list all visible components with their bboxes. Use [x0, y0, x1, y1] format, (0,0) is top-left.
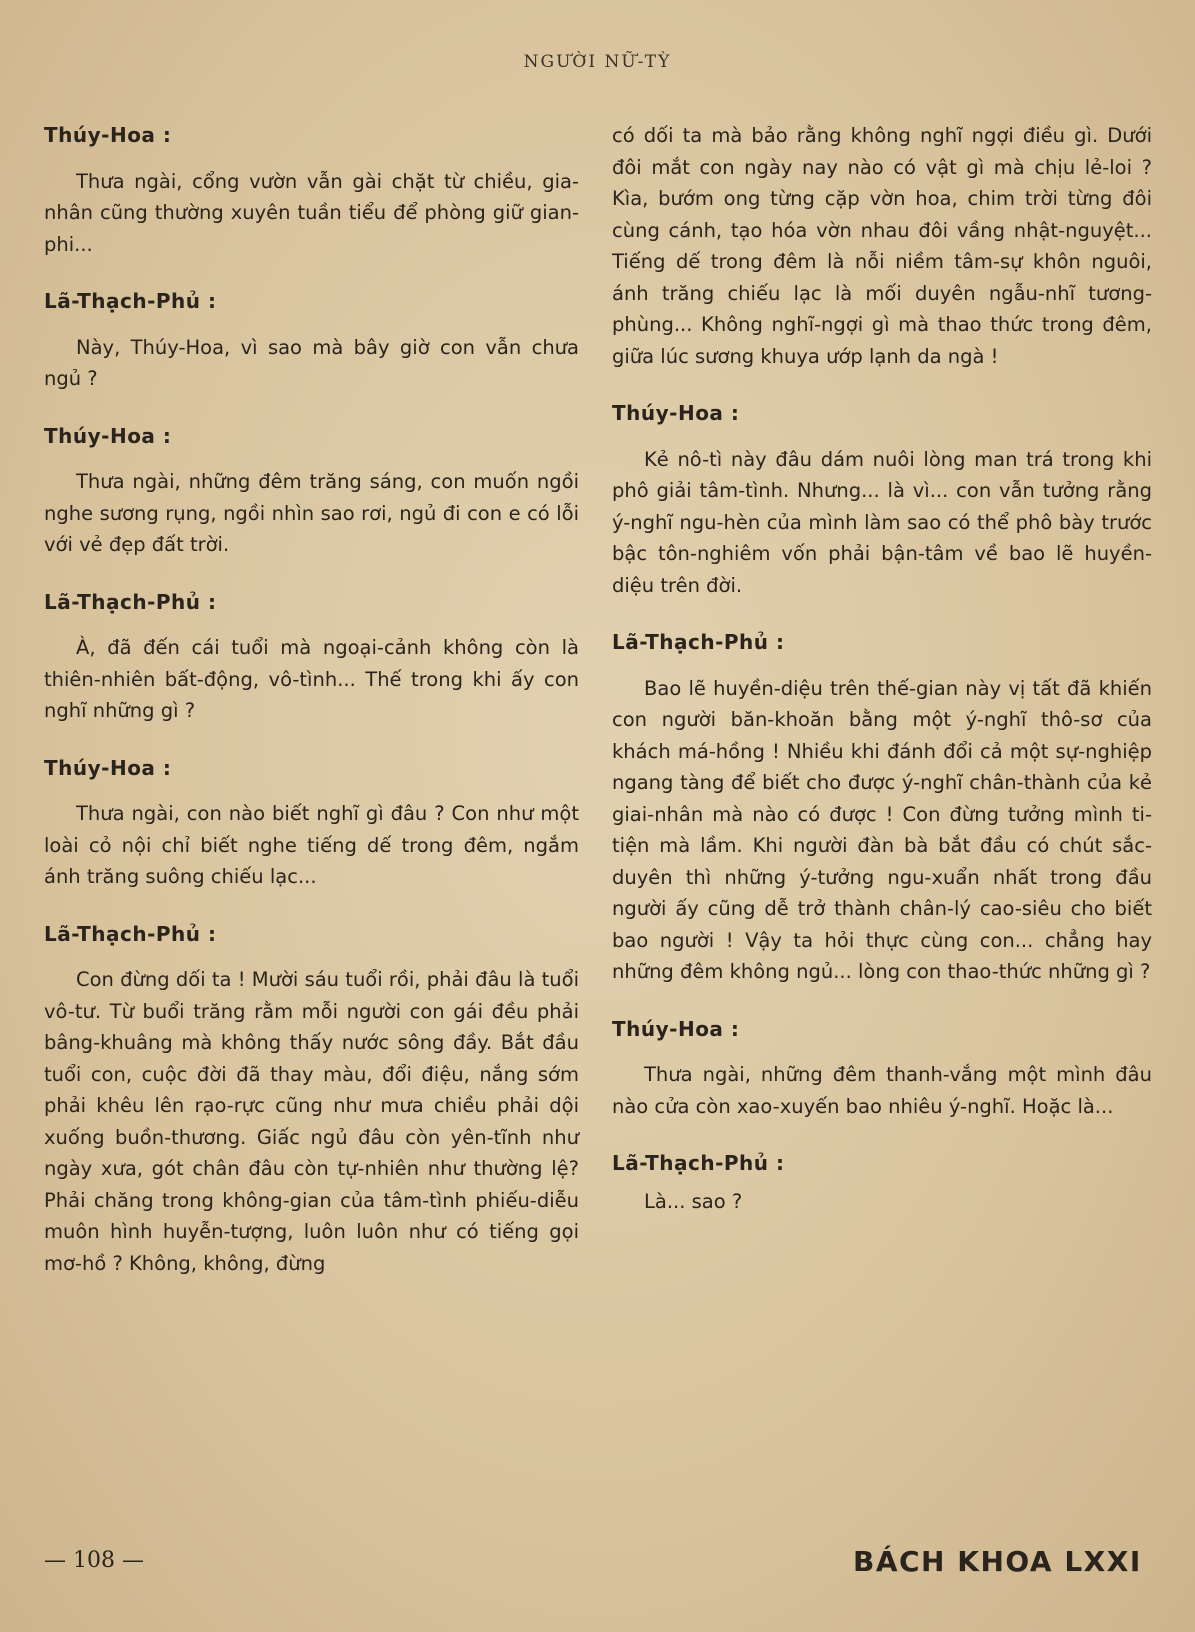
speaker-name: Thúy-Hoa : — [44, 423, 172, 448]
running-header: NGƯỜI NỮ-TỲ — [523, 52, 672, 72]
dialogue-text: Này, Thúy-Hoa, vì sao mà bây giờ con vẫn chưa ngủ ? — [44, 335, 579, 390]
speaker-name: Lã-Thạch-Phủ : — [612, 630, 785, 654]
dialogue-text: Con đừng dối ta ! Mười sáu tuổi rồi, phải đâu là tuổi vô-tư. Từ buổi trăng rằm mỗi người con gái đều phải bâng-khuâng mà không thấy nước sông đầy. Bắt đầu tuổi con, cuộc đời đã thay màu, đổi điệu, nắng sớm phải khêu lên rạo-rực cũng như mưa chiều phải dội xuống buồn-thương. Giấc ngủ đâu còn yên-tĩnh như ngày xưa, gót chân đâu còn tự-nhiên như thường lệ? Phải chăng trong không-gian của tâm-tình phiếu-diễu muôn hình huyễn-tượng, luôn luôn như có tiếng gọi mơ-hồ ? Không, không, đừng — [44, 968, 579, 1275]
dialogue-text: Là... sao ? — [644, 1189, 743, 1213]
dialogue-text: Thưa ngài, con nào biết nghĩ gì đâu ? Con như một loài cỏ nội chỉ biết nghe tiếng dế trong đêm, ngắm ánh trăng suông chiếu lạc... — [44, 802, 579, 888]
publication-name: BÁCH KHOA LXXI — [853, 1545, 1142, 1578]
dialogue-text: Bao lẽ huyền-diệu trên thế-gian này vị tất đã khiến con người băn-khoăn bằng một ý-nghĩ thô-sơ của khách má-hồng ! Nhiều khi đánh đổi cả một sự-nghiệp ngang tàng để biết cho được ý-nghĩ chân-thành của kẻ giai-nhân mà nào có được ! Con đừng tưởng mình ti-tiện mà lầm. Khi người đàn bà bắt đầu có chút sắc-duyên thì những ý-tưởng ngu-xuẩn nhất trong đầu người ấy cũng dễ trở thành chân-lý cao-siêu cho biết bao người ! Vậy ta hỏi thực cùng con... chẳng hay những đêm không ngủ... lòng con thao-thức những gì ? — [612, 676, 1152, 983]
dialogue-text: Kẻ nô-tì này đâu dám nuôi lòng man trá trong khi phô giải tâm-tình. Nhưng... là vì... con vẫn tưởng rằng ý-nghĩ ngu-hèn của mình làm sao có thể phô bày trước bậc tôn-nghiêm vốn phải bận-tâm về bao lẽ huyền-diệu trên đời. — [612, 447, 1152, 597]
dialogue-text: À, đã đến cái tuổi mà ngoại-cảnh không còn là thiên-nhiên bất-động, vô-tình... Thế trong khi ấy con nghĩ những gì ? — [44, 636, 579, 722]
speaker-name: Thúy-Hoa : — [44, 123, 172, 147]
page-number: — 108 — — [44, 1548, 144, 1573]
dialogue-text: Thưa ngài, những đêm thanh-vắng một mình đâu nào cửa còn xao-xuyến bao nhiêu ý-nghĩ. Hoặc là... — [612, 1063, 1152, 1118]
speaker-name: Thúy-Hoa : — [612, 401, 740, 425]
dialogue-text: Thưa ngài, những đêm trăng sáng, con muốn ngồi nghe sương rụng, ngồi nhìn sao rơi, ngủ đi con e có lỗi với vẻ đẹp đất trời. — [44, 470, 579, 556]
speaker-name: Lã-Thạch-Phủ : — [44, 589, 217, 614]
speaker-name: Lã-Thạch-Phủ : — [44, 289, 217, 313]
dialogue-text: Thưa ngài, cổng vườn vẫn gài chặt từ chiều, gia-nhân cũng thường xuyên tuần tiểu để phòng giữ gian-phi... — [44, 169, 579, 256]
speaker-name: Thúy-Hoa : — [612, 1016, 740, 1041]
speaker-name: Lã-Thạch-Phủ : — [44, 921, 217, 946]
speaker-name: Thúy-Hoa : — [44, 755, 172, 780]
speaker-name: Lã-Thạch-Phủ : — [612, 1151, 785, 1175]
right-column — [612, 120, 1152, 1243]
dialogue-text-continued: có dối ta mà bảo rằng không nghĩ ngợi điều gì. Dưới đôi mắt con ngày nay nào có vật gì mà chịu lẻ-loi ? Kìa, bướm ong từng cặp vờn hoa, chim trời từng đôi cùng cánh, tạo hóa vờn nhau đôi vầng nhật-nguyệt... Tiếng dế trong đêm là nỗi niềm tâm-sự khôn nguôi, ánh trăng chiếu lạc là mối duyên ngẫu-nhĩ tương-phùng... Không nghĩ-ngợi gì mà thao thức trong đêm, giữa lúc sương khuya ướp lạnh da ngà ! — [612, 124, 1152, 368]
left-column — [44, 120, 579, 1305]
